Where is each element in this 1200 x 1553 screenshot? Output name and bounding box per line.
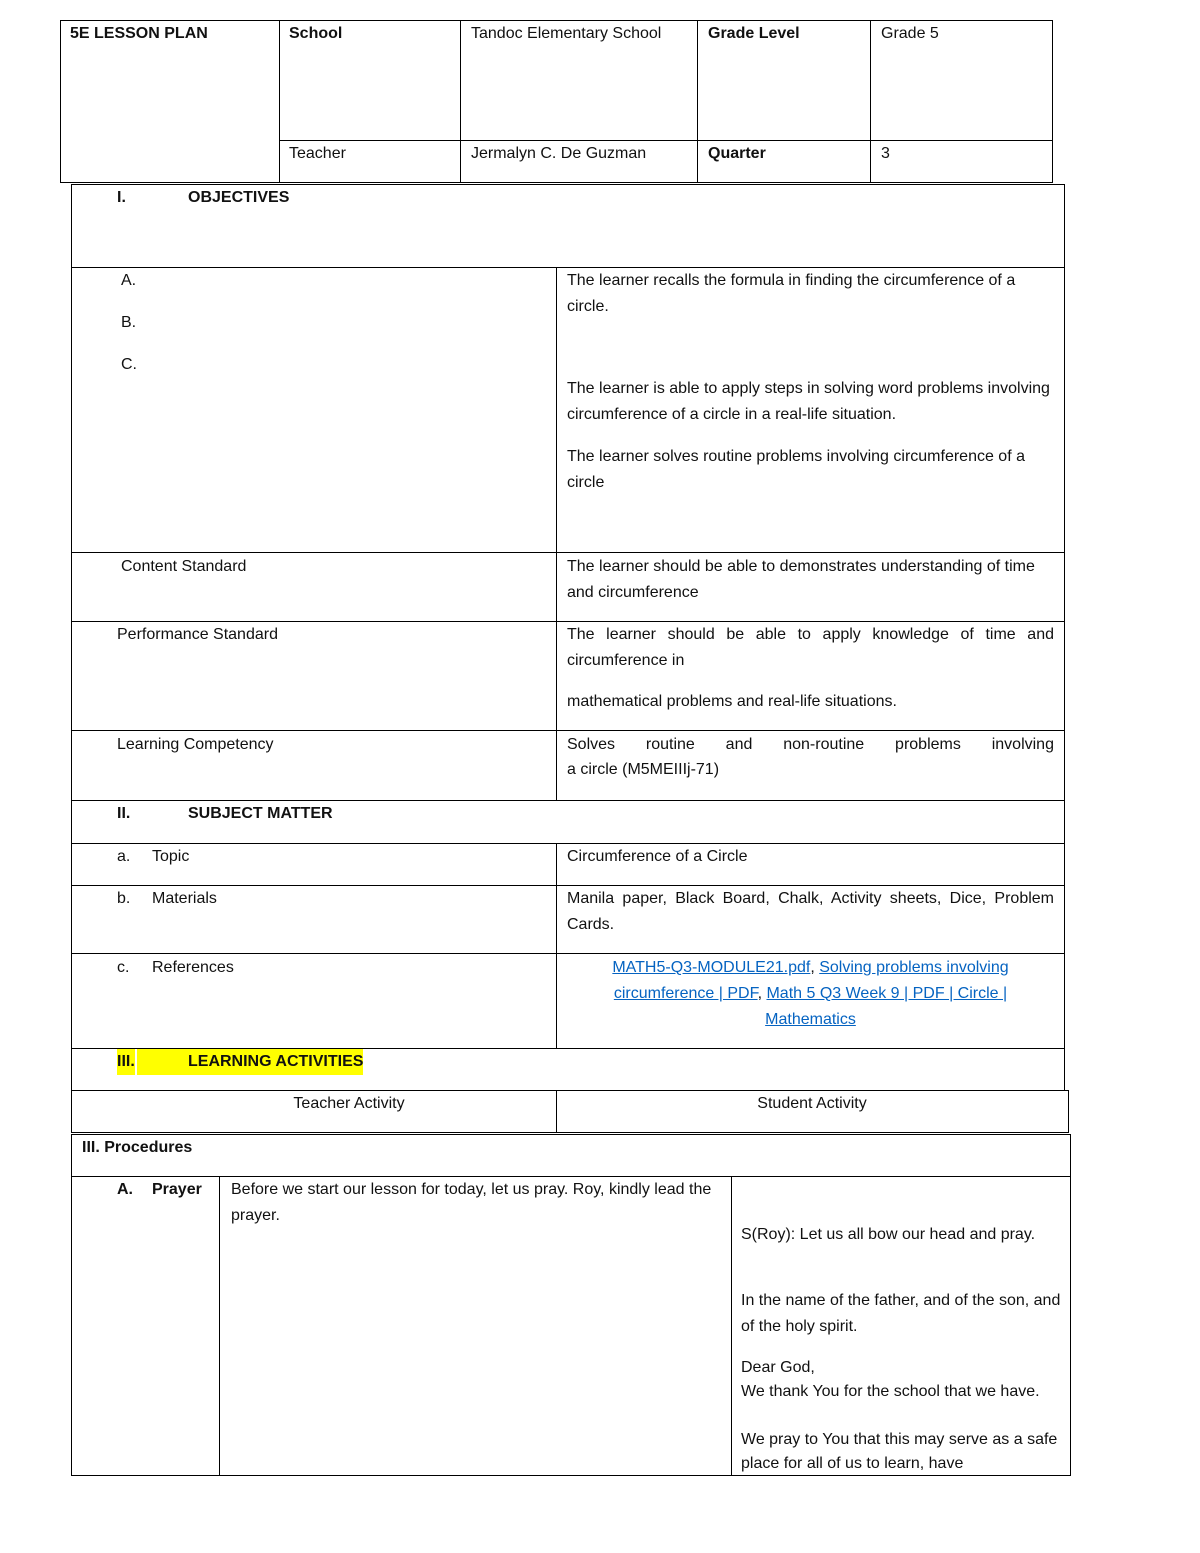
materials-letter: b. (117, 890, 131, 907)
prayer-student-line-1: S(Roy): Let us all bow our head and pray. (741, 1226, 1036, 1243)
lesson-plan-title: 5E LESSON PLAN (70, 25, 208, 42)
objective-b-text: The learner is able to apply steps in solving word problems involving circumference of a circle in a real-life situation. (567, 380, 1050, 423)
learning-competency-text-line1: Solves routine and non-routine problems involving (567, 736, 1054, 753)
teacher-value: Jermalyn C. De Guzman (471, 145, 647, 162)
reference-link-math5-week9[interactable]: Math 5 Q3 Week 9 | PDF | Circle | Mathematics (765, 985, 1008, 1028)
school-label: School (289, 25, 343, 42)
student-activity-header: Student Activity (757, 1095, 867, 1112)
objectives-heading: OBJECTIVES (188, 189, 290, 206)
reference-link-module21[interactable]: MATH5-Q3-MODULE21.pdf (612, 959, 811, 976)
prayer-student-line-4: We thank You for the school that we have. (741, 1383, 1040, 1400)
references-letter: c. (117, 959, 130, 976)
references-links: MATH5-Q3-MODULE21.pdf, Solving problems involving circumference | PDF, Math 5 Q3 Week 9 | PDF | Circle | Mathematics (612, 959, 1009, 1028)
prayer-student-line-3: Dear God, (741, 1359, 815, 1376)
learning-activities-heading-number: III. (117, 1049, 135, 1075)
teacher-label: Teacher (289, 145, 346, 162)
prayer-letter: A. (117, 1181, 133, 1198)
content-standard-label: Content Standard (121, 558, 247, 575)
procedures-heading: III. Procedures (82, 1139, 193, 1156)
topic-letter: a. (117, 848, 131, 865)
performance-standard-text: The learner should be able to apply knowledge of time and circumference in (567, 626, 1054, 669)
learning-activities-highlight-gap (137, 1049, 188, 1075)
objective-c-text: The learner solves routine problems involving circumference of a circle (567, 448, 1025, 491)
prayer-student-line-5: We pray to You that this may serve as a safe place for all of us to learn, have (741, 1431, 1058, 1472)
objective-letter-a: A. (121, 272, 137, 289)
grade-level-label: Grade Level (708, 25, 800, 42)
performance-standard-label: Performance Standard (117, 626, 278, 643)
prayer-label: Prayer (152, 1181, 202, 1198)
performance-standard-text-continued: mathematical problems and real-life situations. (567, 693, 897, 710)
reference-link-solving-problems[interactable]: Solving problems involving circumference | PDF (613, 959, 1009, 1002)
subject-matter-heading-number: II. (117, 805, 131, 822)
teacher-activity-header: Teacher Activity (293, 1095, 405, 1112)
objective-letter-c: C. (121, 356, 137, 373)
quarter-label: Quarter (708, 145, 766, 162)
objective-letter-b: B. (121, 314, 137, 331)
learning-competency-label: Learning Competency (117, 736, 274, 753)
grade-level-value: Grade 5 (881, 25, 939, 42)
objectives-heading-number: I. (117, 189, 126, 206)
references-label: References (152, 959, 234, 976)
prayer-teacher-text: Before we start our lesson for today, let us pray. Roy, kindly lead the prayer. (231, 1181, 712, 1224)
materials-label: Materials (152, 890, 217, 907)
topic-label: Topic (152, 848, 190, 865)
learning-activities-heading: LEARNING ACTIVITIES (188, 1049, 363, 1075)
materials-value: Manila paper, Black Board, Chalk, Activity sheets, Dice, Problem Cards. (567, 890, 1054, 933)
objective-a-text: The learner recalls the formula in finding the circumference of a circle. (567, 272, 1016, 315)
quarter-value: 3 (881, 145, 890, 162)
subject-matter-heading: SUBJECT MATTER (188, 805, 333, 822)
learning-competency-text: a circle (M5MEIIIj-71) (567, 761, 720, 778)
school-value: Tandoc Elementary School (471, 25, 662, 42)
content-standard-text: The learner should be able to demonstrates understanding of time and circumference (567, 558, 1035, 601)
topic-value: Circumference of a Circle (567, 848, 748, 865)
prayer-student-line-2: In the name of the father, and of the son, and of the holy spirit. (741, 1292, 1061, 1335)
